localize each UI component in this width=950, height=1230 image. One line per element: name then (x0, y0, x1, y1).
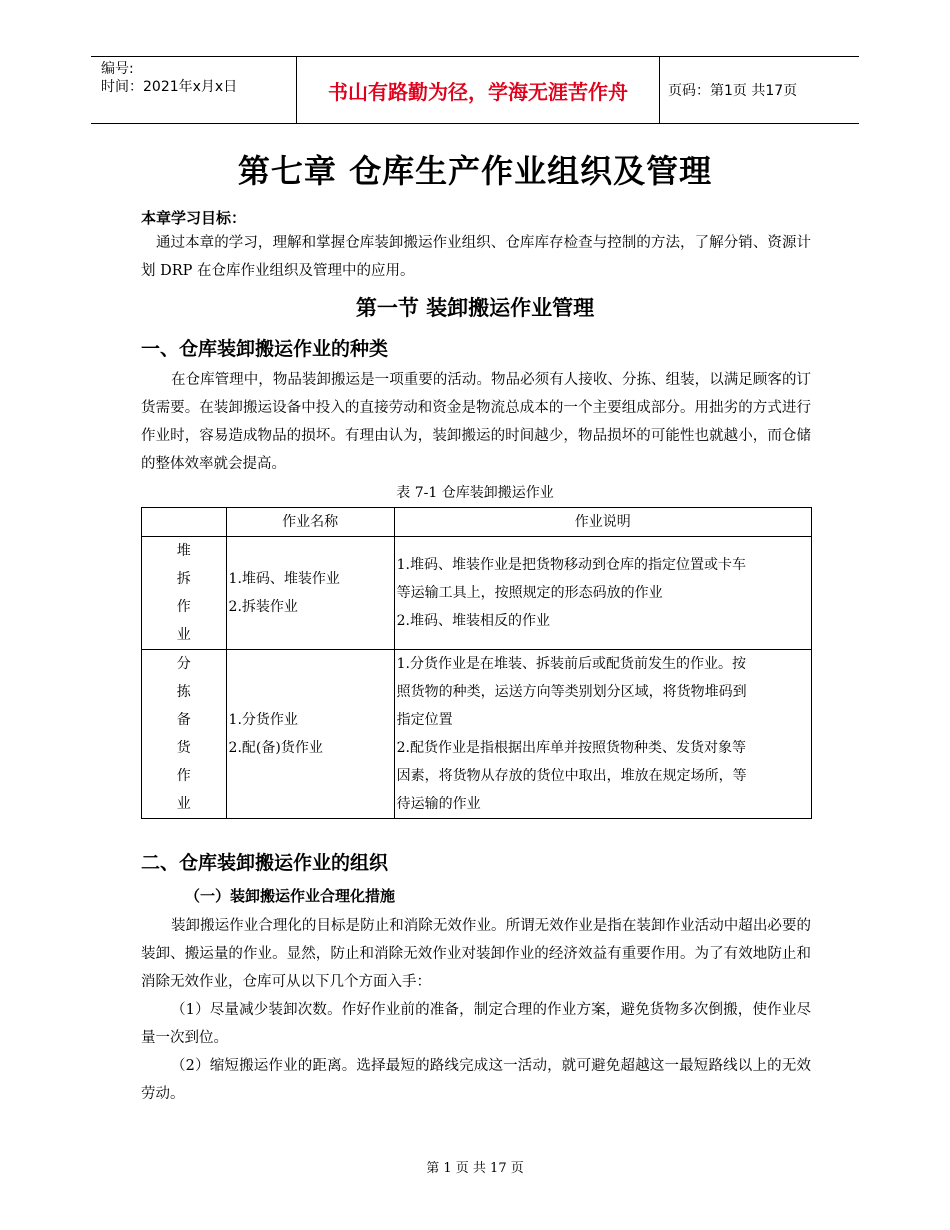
name-line: 2.拆装作业 (228, 599, 298, 615)
goals-text: 通过本章的学习，理解和掌握仓库装卸搬运作业组织、仓库库存检查与控制的方法，了解分销、资源计划 DRP 在仓库作业组织及管理中的应用。 (141, 235, 811, 279)
name-line: 1.分货作业 (228, 712, 298, 728)
goals-heading: 本章学习目标： (141, 209, 247, 227)
section-heading: 第一节 装卸搬运作业管理 (355, 296, 595, 320)
time-label: 时间：2021年x月x日 (101, 79, 238, 95)
chapter-title: 第七章 仓库生产作业组织及管理 (237, 152, 713, 190)
desc-line: 指定位置 (396, 712, 453, 728)
page-footer: 第 1 页 共 17 页 (426, 1161, 524, 1176)
category-char: 业 (176, 627, 191, 643)
category-char: 堆 (176, 543, 191, 559)
name-cell (226, 537, 394, 650)
desc-line: 因素，将货物从存放的货位中取出，堆放在规定场所，等 (396, 768, 747, 784)
category-cell (142, 537, 227, 650)
measure-item-1: （1）尽量减少装卸次数。作好作业前的准备，制定合理的作业方案，避免货物多次倒搬，使作业尽量一次到位。 (141, 1002, 811, 1046)
header-meta (91, 57, 296, 123)
document-header (91, 56, 859, 124)
subsection-1-heading: 一、仓库装卸搬运作业的种类 (141, 338, 389, 360)
subsection-1-text: 在仓库管理中，物品装卸搬运是一项重要的活动。物品必须有人接收、分拣、组装，以满足顾客的订货需要。在装卸搬运设备中投入的直接劳动和资金是物流总成本的一个主要组成部分。用拙劣的方式进行作业时，容易造成物品的损坏。有理由认为，装卸搬运的时间越少，物品损坏的可能性也就越小，而仓储的整体效率就会提高。 (141, 372, 811, 472)
category-char: 作 (176, 768, 191, 784)
category-char: 拆 (176, 571, 191, 587)
header-page-label: 页码：第1页 共17页 (668, 83, 798, 99)
category-char: 货 (176, 740, 191, 756)
measure-item-2: （2）缩短搬运作业的距离。选择最短的路线完成这一活动，就可避免超越这一最短路线以上的无效劳动。 (141, 1058, 811, 1102)
category-char: 业 (176, 796, 191, 812)
desc-line: 待运输的作业 (396, 796, 481, 812)
table-header-row (142, 508, 812, 537)
category-char: 备 (176, 712, 191, 728)
subsection-2-heading: 二、仓库装卸搬运作业的组织 (141, 852, 389, 874)
desc-line: 2.堆码、堆装相反的作业 (396, 613, 550, 629)
operations-table (141, 507, 812, 819)
desc-cell (394, 650, 811, 819)
header-cell-name: 作业名称 (226, 508, 394, 537)
table-row (142, 537, 812, 650)
desc-line: 照货物的种类，运送方向等类别划分区域，将货物堆码到 (396, 684, 747, 700)
desc-cell (394, 537, 811, 650)
number-label: 编号: (101, 61, 134, 77)
table-caption: 表 7-1 仓库装卸搬运作业 (396, 485, 554, 501)
desc-line: 1.分货作业是在堆装、拆装前后或配货前发生的作业。按 (396, 656, 746, 672)
subsection-2-intro: 装卸搬运作业合理化的目标是防止和消除无效作业。所谓无效作业是指在装卸作业活动中超出必要的装卸、搬运量的作业。显然，防止和消除无效作业对装卸作业的经济效益有重要作用。为了有效地防止和消除无效作业，仓库可从以下几个方面入手： (141, 918, 811, 990)
name-line: 1.堆码、堆装作业 (228, 571, 340, 587)
header-cell-desc: 作业说明 (394, 508, 811, 537)
desc-line: 2.配货作业是指根据出库单并按照货物种类、发货对象等 (396, 740, 746, 756)
header-cell-blank (142, 508, 227, 537)
desc-line: 1.堆码、堆装作业是把货物移动到仓库的指定位置或卡车 (396, 557, 746, 573)
desc-line: 等运输工具上，按照规定的形态码放的作业 (396, 585, 663, 601)
category-cell (142, 650, 227, 819)
category-char: 分 (176, 656, 191, 672)
subsection-2a-heading: （一）装卸搬运作业合理化措施 (185, 887, 396, 905)
name-line: 2.配(备)货作业 (228, 740, 323, 756)
category-char: 作 (176, 599, 191, 615)
header-motto: 书山有路勤为径，学海无涯苦作舟 (296, 57, 660, 123)
table-row (142, 650, 812, 819)
category-char: 拣 (176, 684, 191, 700)
name-cell (226, 650, 394, 819)
